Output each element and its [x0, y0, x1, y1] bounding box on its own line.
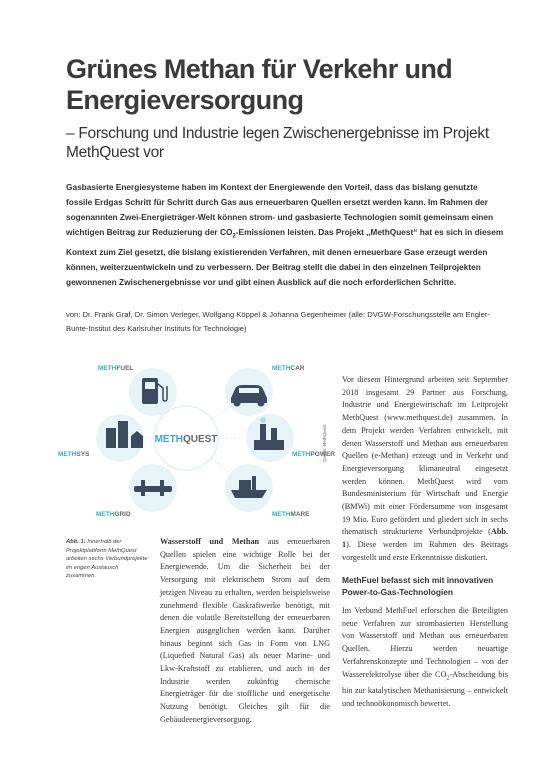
fuel-label: METHFUEL	[98, 365, 134, 372]
body-column-right-p1	[342, 374, 508, 565]
svg-text:METHQUEST	[155, 434, 218, 445]
authors-line: von: Dr. Frank Graf, Dr. Simon Verleger, Wolfgang Köppel & Johanna Gegenheimer (alle: DVGW-Forschungsstelle am Engler-Bunte-Institut des Karlsruher Instituts für Technologie)	[66, 310, 490, 333]
article-subtitle: – Forschung und Industrie legen Zwischenergebnisse im Projekt MethQuest vor	[66, 125, 489, 161]
p2-subscript: 2	[446, 675, 450, 682]
figure-caption	[66, 538, 148, 581]
p1-figure-ref: Abb. 1	[342, 527, 508, 550]
sys-node	[96, 414, 144, 462]
center-node	[154, 406, 218, 470]
p1-text-start: Vor diesem Hintergrund arbeiten seit September 2018 insgesamt 29 Partner aus Forschung, Industrie und Energiewirtschaft im Leitprojekt MethQuest (www.methquest.de) zusammen. In dem Projekt werden Verfahren entwickelt, mit denen Wasserstoff und Methan aus erneuerbaren Quellen (e-Methan) erzeugt und in Verkehr und Energieversorgung klimaneutral eingesetzt werden können. MethQuest wird vom Bundesministerium für Wirtschaft und Energie (BMWi) mit einer Fördersumme von insgesamt 19 Mio. Euro gefördert und gliedert sich in sechs thematisch strukturierte Verbundprojekte (	[342, 375, 508, 537]
section-subheading: MethFuel befasst sich mit innovativen Power-to-Gas-Technologien	[342, 575, 494, 597]
caption-text: Innerhalb der Projektplattform MethQuest arbeiten sechs Verbundprojekte im engen Austausch zusammen.	[66, 539, 148, 580]
mare-node	[225, 464, 273, 512]
lead-text-start: Gasbasierte Energiesysteme haben im Kontext der Energiewende den Vorteil, dass das bislang genutzte fossile Erdgas Schritt für Schritt durch Gas aus erneuerbaren Quellen ersetzt werden kann. Im Rahmen der sogenannten Zwei-Energieträger-Welt können strom- und gasbasierte Technologien somit gemeinsam einen wichtigen Beitrag zur Reduzierung der CO	[66, 182, 494, 238]
grid-node	[129, 464, 177, 512]
p2-text-end: -Abscheidung bis hin zur katalytischen Methanisierung – entwickelt und technoökonomisch bewertet.	[342, 669, 508, 708]
methquest-diagram	[36, 358, 336, 530]
figure-credit: Quelle: MethQuest	[322, 424, 327, 462]
car-label: METHCAR	[272, 365, 305, 372]
power-label: METHPOWER	[292, 451, 335, 458]
caption-label: Abb. 1:	[66, 539, 86, 545]
p2-text-start: Im Verbund MethFuel erforschen die Beteiligten neue Verfahren zur strombasierten Herstellung von Wasserstoff und Methan aus erneuerbaren Quellen. Hierzu werden neuartige Verfahrenskonzepte und Technologien – von der Wasserelektrolyse über die CO	[342, 606, 508, 679]
grid-label: METHGRID	[96, 511, 131, 518]
sys-label: METHSYS	[58, 451, 90, 458]
body-middle-text: aus erneuerbaren Quellen spielen eine wichtige Rolle bei der Energiewende. Um die Sicherheit bei der Versorgung mit elektrischem Strom auf dem jetzigen Niveau zu erhalten, werden beispielsweise zunehmend flexible Gaskraftwerke benötigt, mit denen die volatile Bereitstellung der erneuerbaren Energien ausgeglichen werden kann. Darüber hinaus beginnt sich Gas in Form von LNG (Liquefied Natural Gas) als neuer Marine- und Lkw-Kraftstoff zu etablieren, und auch in der Industrie werden zukünftig chemische Energieträger für die stoffliche und energetische Nutzung benötigt. Gleiches gilt für die Gebäudeenergieversorgung.	[160, 537, 330, 724]
body-column-middle	[160, 536, 330, 727]
mare-label: METHMARE	[272, 511, 310, 518]
body-lead-in: Wasserstoff und Methan	[160, 537, 260, 546]
article-title: Grünes Methan für Verkehr und Energieversorgung	[66, 54, 453, 115]
lead-paragraph	[66, 180, 506, 290]
center-label-prefix: METH	[154, 434, 183, 445]
body-column-right-p2	[342, 605, 508, 710]
lead-subscript: 2	[232, 233, 236, 240]
power-node	[246, 414, 294, 462]
car-node	[225, 368, 273, 416]
p1-text-end: ). Diese werden im Rahmen des Beitrags vorgestellt und erste Erkenntnisse diskutiert.	[342, 540, 508, 562]
center-label-suffix: QUEST	[182, 434, 218, 445]
fuel-node	[129, 368, 177, 416]
lead-text-end: -Emissionen leisten. Das Projekt „MethQuest“ hat es sich in diesem Kontext zum Ziel gesetzt, die bislang existierenden Verfahren, mit denen erneuerbare Gase erzeugt werden können, weiterzuentwickeln und zu verbessern. Der Beitrag stellt die dabei in den einzelnen Teilprojekten gewonnenen Zwischenergebnisse vor und gibt einen Ausblick auf die noch erforderlichen Schritte.	[66, 227, 504, 288]
